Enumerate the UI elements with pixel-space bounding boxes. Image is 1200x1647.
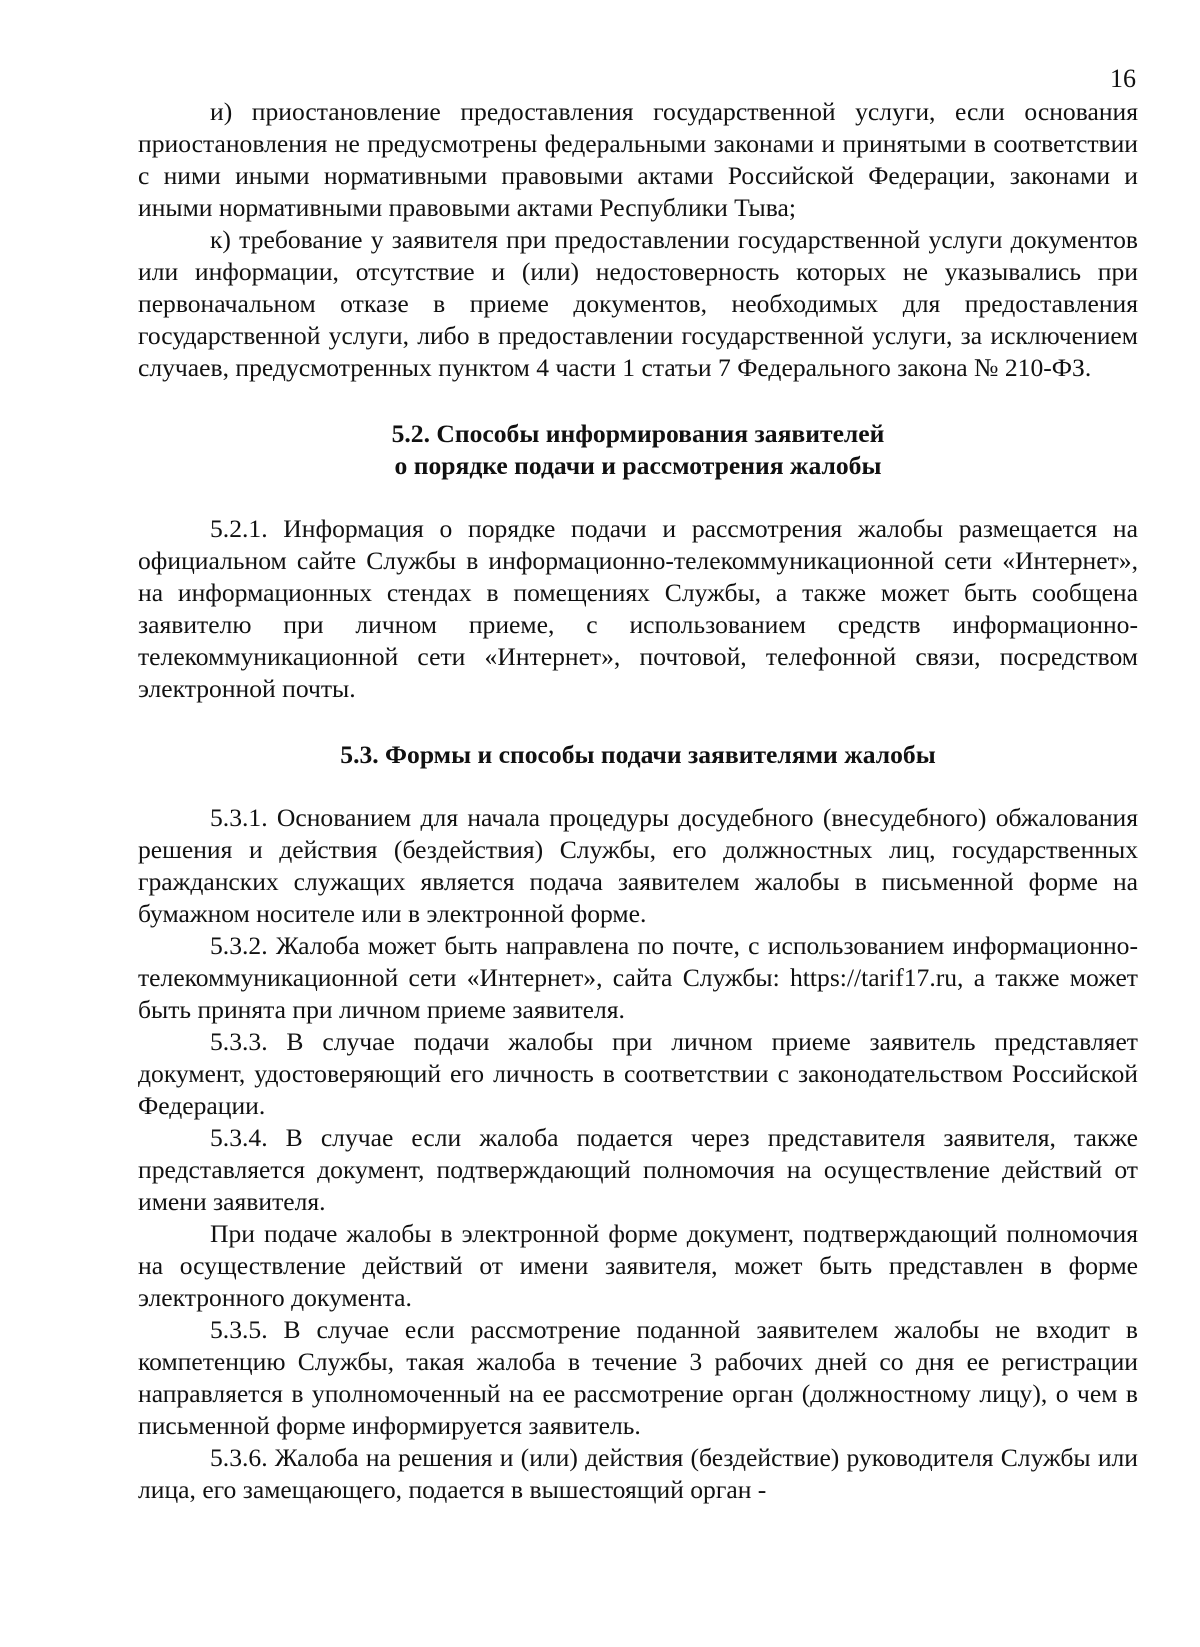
section-heading-5-2	[138, 418, 1138, 482]
paragraph-item-i: и) приостановление предоставления государственной услуги, если основания приостановления не предусмотрены федеральными законами и принятыми в соответствии с ними иными нормативными правовыми актами Российской Федерации, законами и иными нормативными правовыми актами Республики Тыва;	[138, 97, 1138, 222]
paragraph-5-3-6: 5.3.6. Жалоба на решения и (или) действия (бездействие) руководителя Службы или лица, его замещающего, подается в вышестоящий орган -	[138, 1443, 1138, 1504]
document-body	[138, 96, 1138, 1506]
paragraph-5-3-2: 5.3.2. Жалоба может быть направлена по почте, с использованием информационно-телекоммуникационной сети «Интернет», сайта Службы: https://tarif17.ru, а также может быть принята при личном приеме заявителя.	[138, 931, 1138, 1024]
section-heading-5-2-line2: о порядке подачи и рассмотрения жалобы	[394, 451, 882, 480]
paragraph-5-3-3: 5.3.3. В случае подачи жалобы при личном приеме заявитель представляет документ, удостоверяющий его личность в соответствии с законодательством Российской Федерации.	[138, 1027, 1138, 1120]
section-heading-5-3-title: 5.3. Формы и способы подачи заявителями жалобы	[340, 740, 936, 769]
paragraph-item-k: к) требование у заявителя при предоставлении государственной услуги документов или информации, отсутствие и (или) недостоверность которых не указывались при первоначальном отказе в приеме документов, необходимых для предоставления государственной услуги, либо в предоставлении государственной услуги, за исключением случаев, предусмотренных пунктом 4 части 1 статьи 7 Федерального закона № 210-ФЗ.	[138, 225, 1138, 382]
section-heading-5-3	[138, 739, 1138, 771]
section-heading-5-2-line1: 5.2. Способы информирования заявителей	[391, 419, 885, 448]
paragraph-5-3-5: 5.3.5. В случае если рассмотрение поданной заявителем жалобы не входит в компетенцию Службы, такая жалоба в течение 3 рабочих дней со дня ее регистрации направляется в уполномоченный на ее рассмотрение орган (должностному лицу), о чем в письменной форме информируется заявитель.	[138, 1315, 1138, 1440]
paragraph-5-2-1: 5.2.1. Информация о порядке подачи и рассмотрения жалобы размещается на официальном сайте Службы в информационно-телекоммуникационной сети «Интернет», на информационных стендах в помещениях Службы, а также может быть сообщена заявителю при личном приеме, с использованием средств информационно-телекоммуникационной сети «Интернет», почтовой, телефонной связи, посредством электронной почты.	[138, 514, 1138, 703]
paragraph-5-3-1: 5.3.1. Основанием для начала процедуры досудебного (внесудебного) обжалования решения и действия (бездействия) Службы, его должностных лиц, государственных гражданских служащих является подача заявителем жалобы в письменной форме на бумажном носителе или в электронной форме.	[138, 803, 1138, 928]
paragraph-5-3-4: 5.3.4. В случае если жалоба подается через представителя заявителя, также представляется документ, подтверждающий полномочия на осуществление действий от имени заявителя.	[138, 1123, 1138, 1216]
page-number: 16	[1110, 64, 1136, 93]
paragraph-5-3-4-continued: При подаче жалобы в электронной форме документ, подтверждающий полномочия на осуществление действий от имени заявителя, может быть представлен в форме электронного документа.	[138, 1219, 1138, 1312]
